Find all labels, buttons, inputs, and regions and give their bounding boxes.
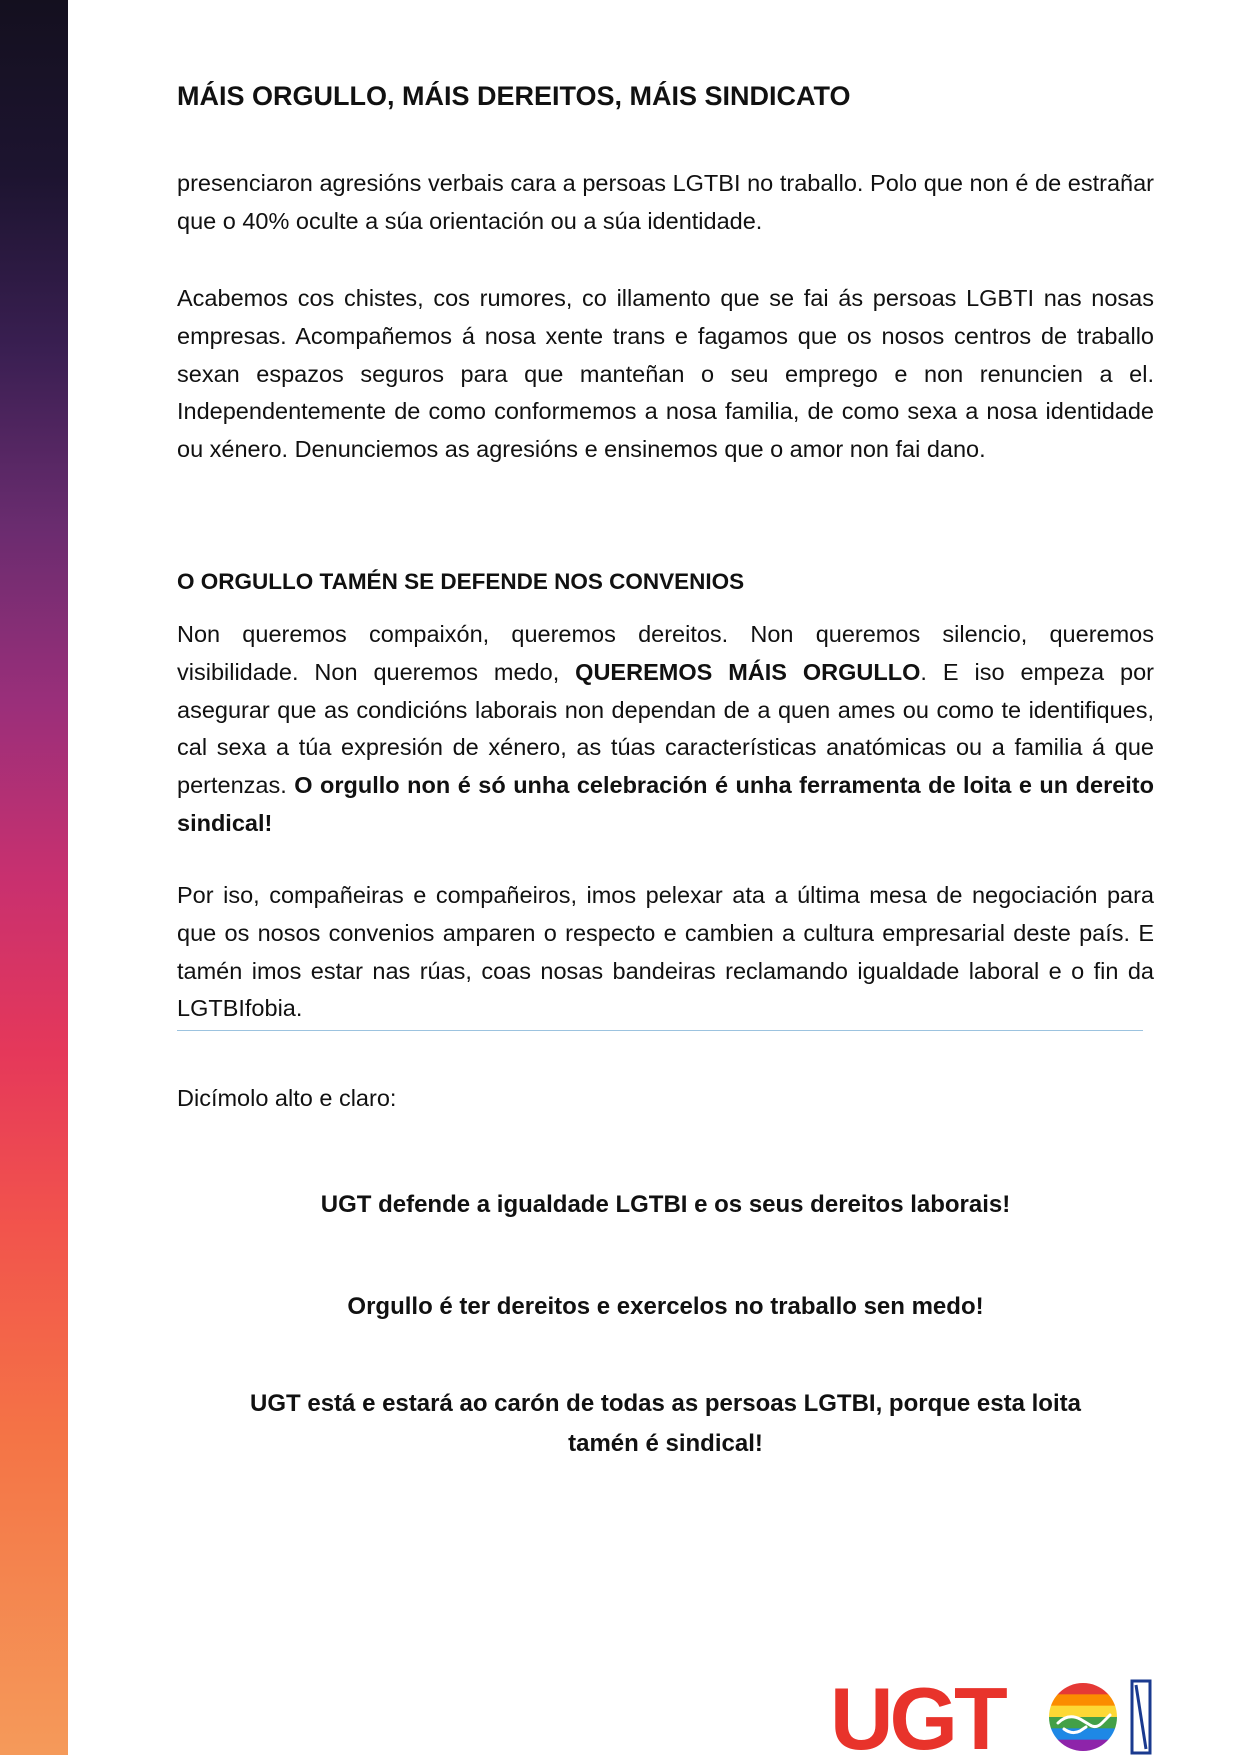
- rainbow-stripe: [1049, 1694, 1117, 1706]
- slogan-3: UGT está e estará ao carón de todas as persoas LGTBI, porque esta loita tamén é sindical!: [250, 1390, 1081, 1457]
- handshake-rainbow-circle-icon: [1049, 1683, 1117, 1752]
- paragraph-3-text-1: Non queremos compaixón, queremos dereitos. Non queremos silencio, queremos visibilidade. Non queremos medo,: [177, 621, 1154, 685]
- divider-line: [177, 1030, 1143, 1031]
- paragraph-3-text-2: . E iso empeza por asegurar que as condicións laborais non dependan de a quen ames ou como te identifiques, cal sexa a túa expresión de xénero, as túas características anatómicas ou a familia á que pertenzas.: [177, 658, 1154, 799]
- slogan-1: UGT defende a igualdade LGTBI e os seus dereitos laborais!: [320, 1191, 1011, 1218]
- rainbow-stripe: [1049, 1706, 1117, 1718]
- rainbow-stripe: [1049, 1740, 1117, 1752]
- document-title: MÁIS ORGULLO, MÁIS DEREITOS, MÁIS SINDICATO: [177, 81, 851, 111]
- paragraph-1: presenciaron agresións verbais cara a persoas LGTBI no traballo. Polo que non é de estrañar que o 40% oculte a súa orientación ou a súa identidade.: [177, 170, 1154, 234]
- ugt-logo-text: UGT: [830, 1675, 1004, 1755]
- paragraph-3-emphasis-2: O orgullo non é só unha celebración é unha ferramenta de loita e un dereito sindical!: [177, 772, 1154, 836]
- ugt-logo: [830, 1675, 1160, 1755]
- rainbow-stripe: [1049, 1683, 1117, 1695]
- closing-intro: Dicímolo alto e claro:: [177, 1085, 397, 1111]
- decorative-gradient-sidebar: [0, 0, 68, 1755]
- paragraph-2: Acabemos cos chistes, cos rumores, co illamento que se fai ás persoas LGBTI nas nosas empresas. Acompañemos á nosa xente trans e fagamos que os nosos centros de traballo sexan espazos seguros para que manteñan o seu emprego e non renuncien a el. Independentemente de como conformemos a nosa familia, de como sexa a nosa identidade ou xénero. Denunciemos as agresións e ensinemos que o amor non fai dano.: [177, 285, 1154, 463]
- paragraph-3: [177, 616, 1154, 843]
- paragraph-3-emphasis-1: QUEREMOS MÁIS ORGULLO: [575, 658, 921, 685]
- slogan-2: Orgullo é ter dereitos e exercelos no traballo sen medo!: [347, 1293, 984, 1320]
- paragraph-4: Por iso, compañeiras e compañeiros, imos pelexar ata a última mesa de negociación para que os nosos convenios amparen o respecto e cambien a cultura empresarial deste país. E tamén imos estar nas rúas, coas nosas bandeiras reclamando igualdade laboral e o fin da LGTBIfobia.: [177, 882, 1154, 1022]
- section-heading: O ORGULLO TAMÉN SE DEFENDE NOS CONVENIOS: [177, 569, 745, 594]
